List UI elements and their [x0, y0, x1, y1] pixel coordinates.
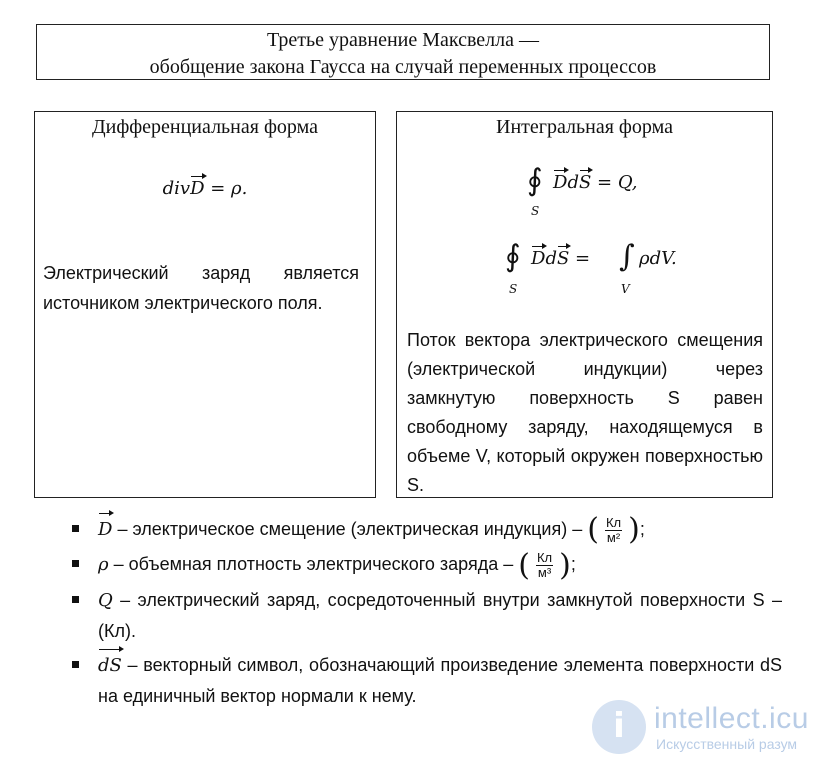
watermark-logo-letter: i [613, 706, 625, 746]
contour-integral-sign: ∮ [505, 239, 521, 274]
unit-denominator: м³ [537, 565, 552, 580]
formula-div: div [162, 178, 191, 199]
bullet [72, 596, 79, 603]
definition-tail: ; [570, 554, 576, 575]
differential-form-box [34, 111, 376, 498]
integral-subscript: S [509, 282, 518, 296]
definition-text: – объемная плотность электрического заряда – [108, 554, 519, 575]
unit: ( $\frac{Кл}{\text{м²}}$ ) [587, 512, 640, 548]
watermark-name: intellect.icu [654, 702, 809, 735]
list-item [72, 512, 782, 548]
vector-d: D [531, 248, 546, 269]
vector-s: S [578, 172, 592, 193]
integral-subscript: V [621, 282, 630, 296]
differential-formula [35, 178, 375, 199]
formula-rhs: = Q, [591, 172, 638, 193]
bullet [72, 560, 79, 567]
bullet [72, 661, 79, 668]
differential-form-heading: Дифференциальная форма [92, 116, 318, 138]
volume-integral-sign: ∫ [619, 239, 635, 274]
contour-integral-sign: ∮ [527, 163, 543, 198]
unit-numerator: Кл [605, 514, 622, 530]
title-box [36, 24, 770, 80]
unit-denominator: м² [606, 529, 621, 545]
definitions-list [72, 514, 782, 715]
symbol-rho: ρ [98, 554, 109, 576]
differential-description: Электрический заряд является источником электрического поля. [43, 263, 359, 313]
definition-text: – векторный символ, обозначающий произведение элемента поверхности dS на единичный вектор нормали к нему. [98, 654, 782, 706]
vector-s: S [556, 248, 570, 269]
definition-text: – электрическое смещение (электрическая индукция) – [112, 519, 588, 539]
vector-d: D [553, 172, 568, 193]
watermark [592, 698, 812, 758]
integral-form-heading: Интегральная форма [496, 116, 673, 138]
unit: ( $\frac{Кл}{\text{м³}}$ ) [518, 547, 571, 583]
definition-text: – электрический заряд, сосредоточенный внутри замкнутой поверхности S – (Кл). [98, 589, 782, 641]
formula-eq: = [569, 248, 591, 269]
symbol-q: Q [98, 589, 113, 611]
list-item [72, 585, 782, 646]
title-line-2: обобщение закона Гаусса на случай переменных процессов [149, 56, 657, 78]
symbol-d: D [98, 515, 112, 545]
title-line-1: Третье уравнение Максвелла — [266, 29, 540, 51]
integral-formula-1 [527, 162, 687, 222]
formula-rhs: ρdV. [639, 248, 677, 269]
integral-formula-2 [505, 236, 745, 300]
integral-subscript: S [531, 204, 540, 218]
formula-rhs: = ρ. [204, 178, 248, 199]
bullet [72, 525, 79, 532]
integral-form-box [396, 111, 773, 498]
list-item [72, 547, 782, 583]
definition-tail: ; [639, 519, 645, 539]
differential-d: d [545, 248, 557, 269]
unit-numerator: Кл [536, 550, 553, 565]
vector-d: D [190, 178, 205, 199]
differential-d: d [567, 172, 579, 193]
watermark-tagline: Искусственный разум [656, 736, 798, 752]
integral-description: Поток вектора электрического смещения (электрической индукции) через замкнутую поверхность S равен свободному заряду, находящемуся в объеме V, который окружен поверхностью S. [407, 330, 763, 495]
symbol-ds: dS [98, 651, 122, 681]
